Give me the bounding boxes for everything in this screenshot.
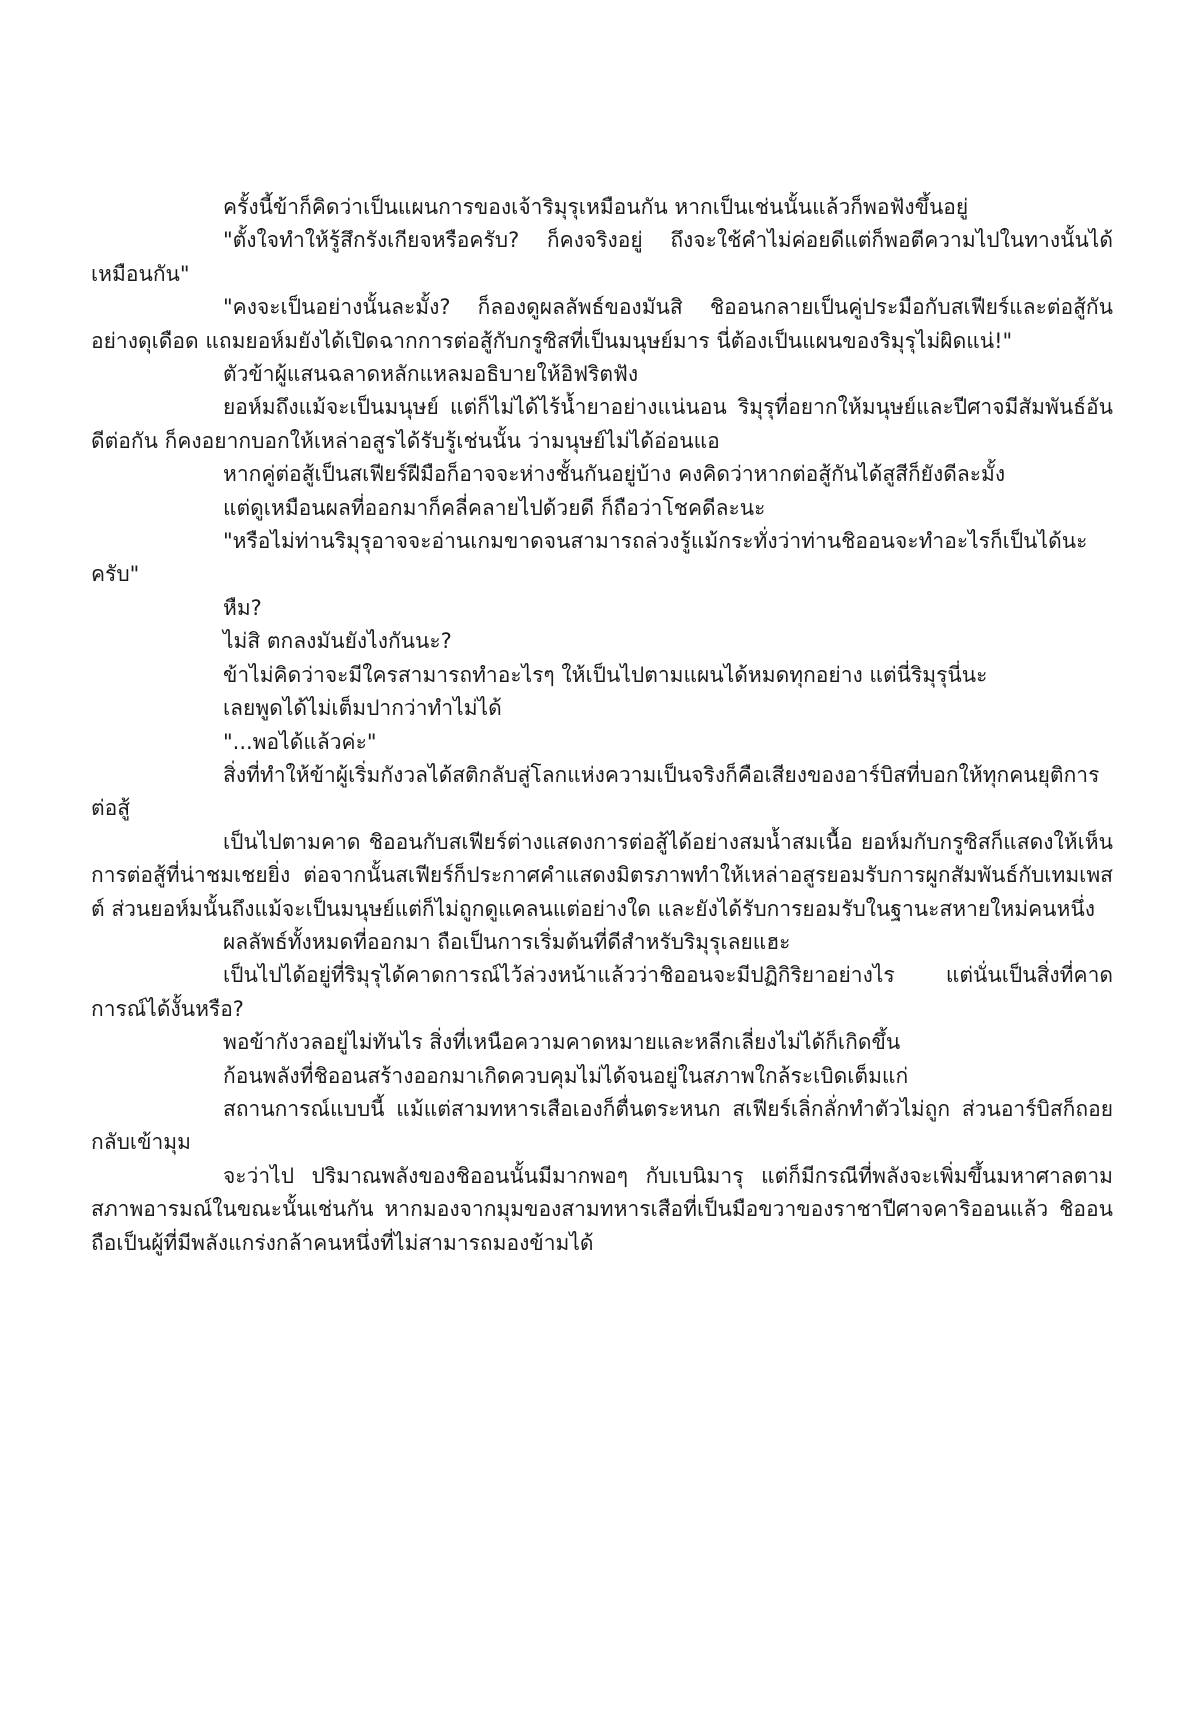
paragraph: หากคู่ต่อสู้เป็นสเฟียร์ฝีมือก็อาจจะห่างชั้นกันอยู่บ้าง คงคิดว่าหากต่อสู้กันได้สูสีก็ยังดีละมั้ง bbox=[223, 462, 1006, 487]
paragraph: แต่ดูเหมือนผลที่ออกมาก็คลี่คลายไปด้วยดี ก็ถือว่าโชคดีละนะ bbox=[223, 495, 766, 520]
paragraph: เป็นไปตามคาด ชิออนกับสเฟียร์ต่างแสดงการต่อสู้ได้อย่างสมน้ำสมเนื้อ ยอห์มกับกรูซิสก็แสดงให้เห็นการต่อสู้ที่น่าชมเชยยิ่ง ต่อจากนั้นสเฟียร์ก็ประกาศคำแสดงมิตรภาพทำให้เหล่าอสูรยอมรับการผูกสัมพันธ์กับเทมเพสต์ ส่วนยอห์มนั้นถึงแม้จะเป็นมนุษย์แต่ก็ไม่ถูกดูแคลนแต่อย่างใด และยังได้รับการยอมรับในฐานะสหายใหม่คนหนึ่ง bbox=[91, 829, 1113, 921]
body-text bbox=[91, 191, 1113, 1260]
paragraph: ไม่สิ ตกลงมันยังไงกันนะ? bbox=[223, 629, 452, 654]
paragraph: ครั้งนี้ข้าก็คิดว่าเป็นแผนการของเจ้าริมุรุเหมือนกัน หากเป็นเช่นนั้นแล้วก็พอฟังขึ้นอยู่ bbox=[223, 195, 969, 219]
paragraph: "ตั้งใจทำให้รู้สึกรังเกียจหรือครับ? ก็คงจริงอยู่ ถึงจะใช้คำไม่ค่อยดีแต่ก็พอตีความไปในทางนั้นได้เหมือนกัน" bbox=[91, 228, 1113, 286]
paragraph: ตัวข้าผู้แสนฉลาดหลักแหลมอธิบายให้อิฟริตฟัง bbox=[223, 362, 639, 387]
paragraph: หืม? bbox=[223, 595, 262, 620]
paragraph: "...พอได้แล้วค่ะ" bbox=[223, 729, 377, 754]
paragraph: "คงจะเป็นอย่างนั้นละมั้ง? ก็ลองดูผลลัพธ์ของมันสิ ชิออนกลายเป็นคู่ประมือกับสเฟียร์และต่อสู้กันอย่างดุเดือด แถมยอห์มยังได้เปิดฉากการต่อสู้กับกรูซิสที่เป็นมนุษย์มาร นี่ต้องเป็นแผนของริมุรุไม่ผิดแน่!" bbox=[91, 295, 1113, 353]
paragraph: เป็นไปได้อยู่ที่ริมุรุได้คาดการณ์ไว้ล่วงหน้าแล้วว่าชิออนจะมีปฏิกิริยาอย่างไร แต่นั่นเป็นสิ่งที่คาดการณ์ได้งั้นหรือ? bbox=[91, 963, 1113, 1021]
paragraph: สถานการณ์แบบนี้ แม้แต่สามทหารเสือเองก็ตื่นตระหนก สเฟียร์เลิ่กลั่กทำตัวไม่ถูก ส่วนอาร์บิสก็ถอยกลับเข้ามุม bbox=[91, 1096, 1113, 1155]
paragraph: ยอห์มถึงแม้จะเป็นมนุษย์ แต่ก็ไม่ได้ไร้น้ำยาอย่างแน่นอน ริมุรุที่อยากให้มนุษย์และปีศาจมีสัมพันธ์อันดีต่อกัน ก็คงอยากบอกให้เหล่าอสูรได้รับรู้เช่นนั้น ว่ามนุษย์ไม่ได้อ่อนแอ bbox=[91, 395, 1113, 453]
paragraph: พอข้ากังวลอยู่ไม่ทันไร สิ่งที่เหนือความคาดหมายและหลีกเลี่ยงไม่ได้ก็เกิดขึ้น bbox=[223, 1030, 901, 1055]
paragraph: "หรือไม่ท่านริมุรุอาจจะอ่านเกมขาดจนสามารถล่วงรู้แม้กระทั่งว่าท่านชิออนจะทำอะไรก็เป็นได้นะครับ" bbox=[91, 529, 1088, 587]
paragraph: ก้อนพลังที่ชิออนสร้างออกมาเกิดควบคุมไม่ได้จนอยู่ในสภาพใกล้ระเบิดเต็มแก่ bbox=[223, 1063, 909, 1088]
paragraph: ผลลัพธ์ทั้งหมดที่ออกมา ถือเป็นการเริ่มต้นที่ดีสำหรับริมุรุเลยแฮะ bbox=[223, 929, 791, 954]
paragraph: สิ่งที่ทำให้ข้าผู้เริ่มกังวลได้สติกลับสู่โลกแห่งความเป็นจริงก็คือเสียงของอาร์บิสที่บอกให้ทุกคนยุติการต่อสู้ bbox=[91, 762, 1100, 821]
paragraph: เลยพูดได้ไม่เต็มปากว่าทำไม่ได้ bbox=[223, 696, 502, 721]
paragraph: จะว่าไป ปริมาณพลังของชิออนนั้นมีมากพอๆ กับเบนิมารุ แต่ก็มีกรณีที่พลังจะเพิ่มขึ้นมหาศาลตามสภาพอารมณ์ในขณะนั้นเช่นกัน หากมองจากมุมของสามทหารเสือที่เป็นมือขวาของราชาปีศาจคาริออนแล้ว ชิออนถือเป็นผู้ที่มีพลังแกร่งกล้าคนหนึ่งที่ไม่สามารถมองข้ามได้ bbox=[91, 1163, 1113, 1255]
paragraph: ข้าไม่คิดว่าจะมีใครสามารถทำอะไรๆ ให้เป็นไปตามแผนได้หมดทุกอย่าง แต่นี่ริมุรุนี่นะ bbox=[223, 662, 988, 687]
